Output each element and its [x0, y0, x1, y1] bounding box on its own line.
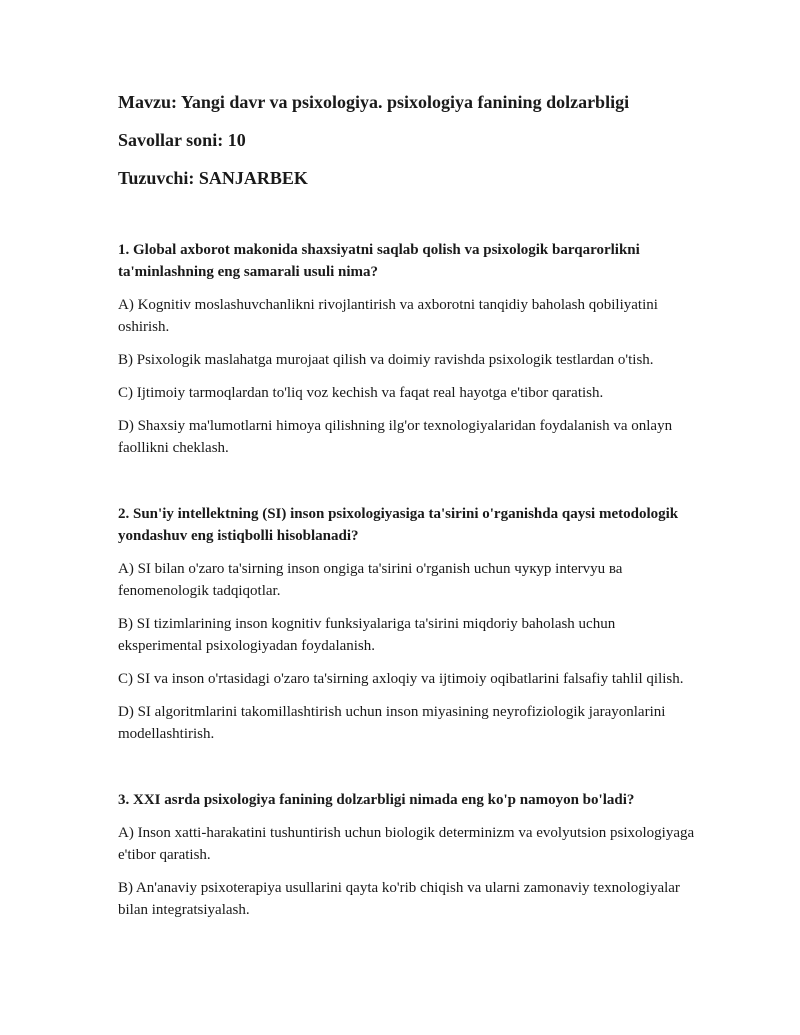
answer-option-a: A) Kognitiv moslashuvchanlikni rivojlantirish va axborotni tanqidiy baholash qobiliyatini oshirish.: [118, 297, 658, 335]
question-count-heading: Savollar soni: 10: [118, 130, 246, 150]
answer-option-c: C) Ijtimoiy tarmoqlardan to'liq voz kechish va faqat real hayotga e'tibor qaratish.: [118, 385, 604, 401]
question-title: 2. Sun'iy intellektning (SI) inson psixologiyasiga ta'sirini o'rganishda qaysi metodologik yondashuv eng istiqbolli hisoblanadi?: [118, 506, 679, 544]
question-2: [118, 503, 698, 745]
question-3: [118, 789, 698, 921]
answer-option-b: B) An'anaviy psixoterapiya usullarini qayta ko'rib chiqish va ularni zamonaviy texnologiyalar bilan integratsiyalash.: [118, 880, 680, 918]
topic-heading: Mavzu: Yangi davr va psixologiya. psixologiya fanining dolzarbligi: [118, 92, 630, 112]
answer-option-c: C) SI va inson o'rtasidagi o'zaro ta'sirning axloqiy va ijtimoiy oqibatlarini falsafiy tahlil qilish.: [118, 671, 684, 687]
answer-option-d: D) SI algoritmlarini takomillashtirish uchun inson miyasining neyrofiziologik jarayonlarini modellashtirish.: [118, 704, 666, 742]
author-heading: Tuzuvchi: SANJARBEK: [118, 168, 308, 188]
answer-option-a: A) Inson xatti-harakatini tushuntirish uchun biologik determinizm va evolyutsion psixologiyaga e'tibor qaratish.: [118, 825, 695, 863]
question-1: [118, 239, 698, 459]
question-title: 3. XXI asrda psixologiya fanining dolzarbligi nimada eng ko'p namoyon bo'ladi?: [118, 792, 635, 808]
answer-option-d: D) Shaxsiy ma'lumotlarni himoya qilishning ilg'or texnologiyalaridan foydalanish va onlayn faollikni cheklash.: [118, 418, 673, 456]
question-title: 1. Global axborot makonida shaxsiyatni saqlab qolish va psixologik barqarorlikni ta'minlashning eng samarali usuli nima?: [118, 242, 640, 280]
answer-option-b: B) SI tizimlarining inson kognitiv funksiyalariga ta'sirini miqdoriy baholash uchun eksperimental psixologiyadan foydalanish.: [118, 616, 616, 654]
answer-option-a: A) SI bilan o'zaro ta'sirning inson ongiga ta'sirini o'rganish uchun чукур intervyu ва fenomenologik tadqiqotlar.: [118, 561, 623, 599]
answer-option-b: B) Psixologik maslahatga murojaat qilish va doimiy ravishda psixologik testlardan o'tish.: [118, 352, 654, 368]
document-content: [118, 90, 698, 932]
